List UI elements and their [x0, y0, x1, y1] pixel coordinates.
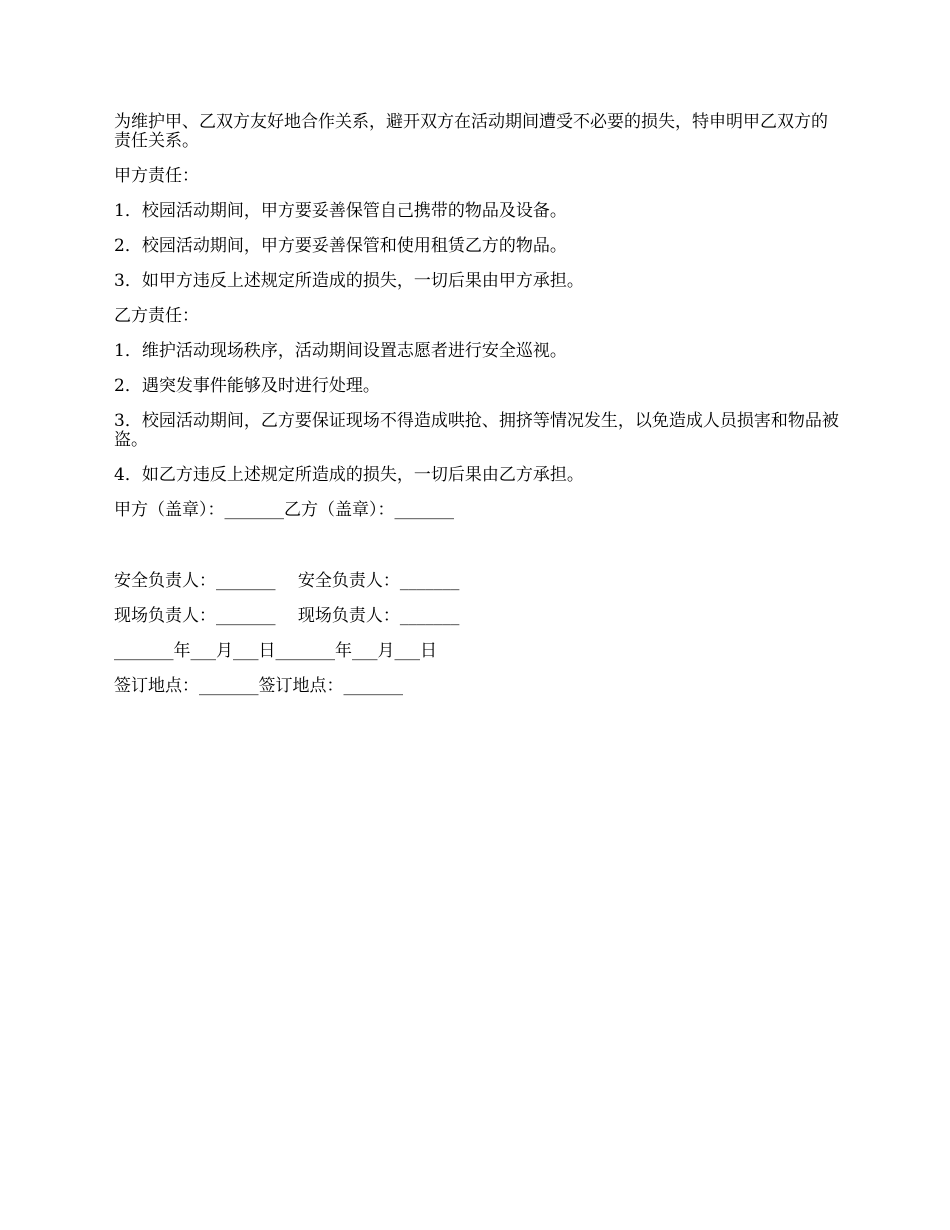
party-b-heading: 乙方责任：	[114, 306, 199, 326]
signature-gap	[114, 536, 844, 572]
party-a-heading: 甲方责任：	[114, 166, 199, 186]
document-page	[114, 113, 844, 712]
date-line: _______年___月___日_______年___月___日	[114, 641, 437, 661]
party-a-item-2: 2．校园活动期间，甲方要妥善保管和使用租赁乙方的物品。	[114, 236, 567, 256]
party-b-item-2: 2．遇突发事件能够及时进行处理。	[114, 376, 380, 396]
party-a-item-3: 3．如甲方违反上述规定所造成的损失，一切后果由甲方承担。	[114, 271, 584, 291]
safety-officer-line: 安全负责人：_______ 安全负责人：_______	[114, 571, 460, 591]
party-a-item-1: 1．校园活动期间，甲方要妥善保管自己携带的物品及设备。	[114, 201, 567, 221]
party-b-item-1: 1．维护活动现场秩序，活动期间设置志愿者进行安全巡视。	[114, 341, 567, 361]
onsite-officer-line: 现场负责人：_______ 现场负责人：_______	[114, 606, 460, 626]
signing-location-line: 签订地点：_______签订地点：_______	[114, 676, 403, 696]
party-b-item-3: 3．校园活动期间，乙方要保证现场不得造成哄抢、拥挤等情况发生，以免造成人员损害和物品被盗。	[114, 411, 839, 450]
seal-line: 甲方（盖章）：_______乙方（盖章）：_______	[114, 500, 454, 520]
party-b-item-4: 4．如乙方违反上述规定所造成的损失，一切后果由乙方承担。	[114, 465, 584, 485]
intro-paragraph: 为维护甲、乙双方友好地合作关系，避开双方在活动期间遭受不必要的损失，特申明甲乙双方的责任关系。	[114, 112, 828, 151]
